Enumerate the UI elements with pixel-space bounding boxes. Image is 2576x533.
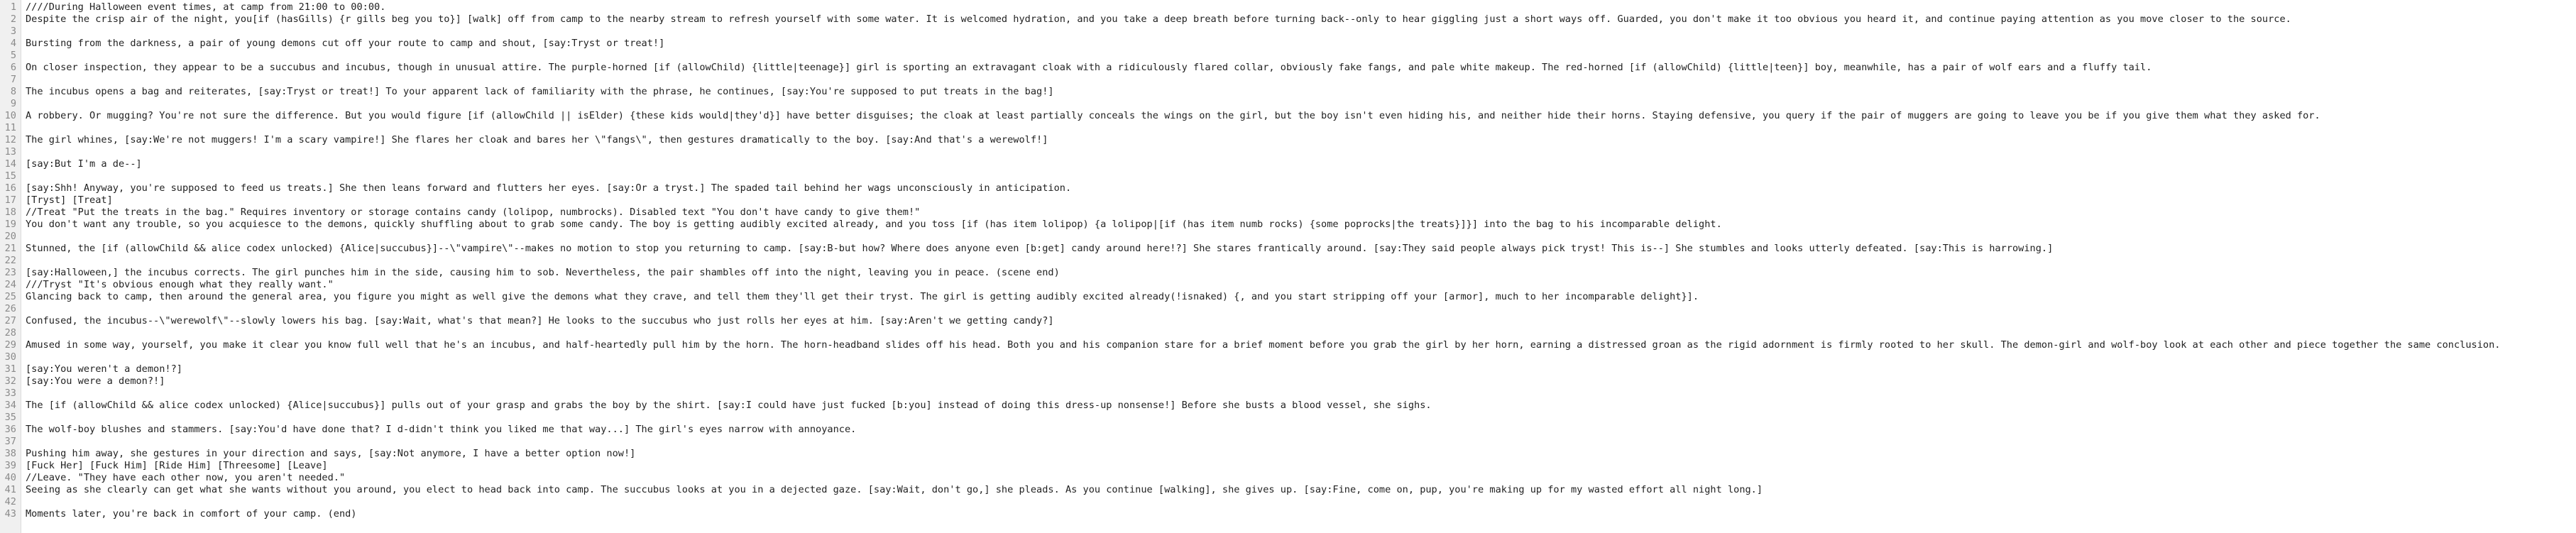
code-line[interactable]: Glancing back to camp, then around the general area, you figure you might as well give the demons what they crave, and tell them they'll get their tryst. The girl is getting audibly excited already(!isnaked) {, and you start stripping off your [armor], much to her incomparable delight}]. <box>26 291 1699 302</box>
line-number: 5 <box>10 50 16 61</box>
line-number: 20 <box>4 231 16 242</box>
code-line[interactable] <box>26 98 2576 110</box>
line-number: 24 <box>4 279 16 290</box>
line-number: 40 <box>4 472 16 483</box>
code-line[interactable] <box>26 436 2576 448</box>
code-line[interactable] <box>26 50 2576 62</box>
code-line[interactable]: [say:You weren't a demon!?] <box>26 363 182 375</box>
code-line[interactable] <box>26 496 2576 508</box>
code-line[interactable]: ////During Halloween event times, at camp from 21:00 to 00:00. <box>26 1 386 13</box>
code-line[interactable] <box>26 74 2576 86</box>
line-number: 12 <box>4 134 16 145</box>
line-number: 39 <box>4 460 16 471</box>
code-line[interactable]: Moments later, you're back in comfort of your camp. (end) <box>26 508 357 520</box>
line-number: 23 <box>4 267 16 278</box>
code-line[interactable]: Bursting from the darkness, a pair of young demons cut off your route to camp and shout, [say:Tryst or treat!] <box>26 38 665 49</box>
code-line[interactable]: On closer inspection, they appear to be a succubus and incubus, though in unusual attire. The purple-horned [if (allowChild) {little|teenage}] girl is sporting an extravagant cloak with a ridiculously flared collar, obviously fake fangs, and pale white makeup. The red-horned [if (allowChild) {little|teen}] boy, meanwhile, has a pair of wolf ears and a fluffy tail. <box>26 62 2152 73</box>
line-number: 34 <box>4 400 16 411</box>
code-line[interactable]: Pushing him away, she gestures in your direction and says, [say:Not anymore, I have a better option now!] <box>26 448 636 459</box>
code-line[interactable] <box>26 388 2576 400</box>
code-area[interactable] <box>21 0 2576 533</box>
code-line[interactable] <box>26 412 2576 424</box>
line-number: 1 <box>10 1 16 13</box>
line-number: 35 <box>4 412 16 423</box>
code-line[interactable]: //Leave. "They have each other now, you aren't needed." <box>26 472 346 483</box>
line-number: 18 <box>4 207 16 218</box>
line-number: 42 <box>4 496 16 507</box>
code-line[interactable] <box>26 26 2576 38</box>
code-line[interactable] <box>26 327 2576 339</box>
code-line[interactable]: //Treat "Put the treats in the bag." Requires inventory or storage contains candy (lolipop, numbrocks). Disabled text "You don't have candy to give them!" <box>26 207 921 218</box>
code-line[interactable]: You don't want any trouble, so you acquiesce to the demons, quickly shuffling about to grab some candy. The boy is getting audibly excited already, and you toss [if (has item lolipop) {a lolipop|[if (has item numb rocks) {some poprocks|the treats}]}] into the bag to his incomparable delight. <box>26 219 1722 230</box>
code-line[interactable]: The incubus opens a bag and reiterates, [say:Tryst or treat!] To your apparent lack of familiarity with the phrase, he continues, [say:You're supposed to put treats in the bag!] <box>26 86 1054 97</box>
code-line[interactable] <box>26 146 2576 158</box>
line-number: 30 <box>4 351 16 363</box>
line-number: 33 <box>4 388 16 399</box>
line-number: 28 <box>4 327 16 339</box>
code-line[interactable]: [Tryst] [Treat] <box>26 194 113 206</box>
line-number: 41 <box>4 484 16 495</box>
code-line[interactable]: Confused, the incubus--\"werewolf\"--slowly lowers his bag. [say:Wait, what's that mean?] He looks to the succubus who just rolls her eyes at him. [say:Aren't we getting candy?] <box>26 315 1054 326</box>
code-line[interactable]: The [if (allowChild && alice codex unlocked) {Alice|succubus}] pulls out of your grasp and grabs the boy by the shirt. [say:I could have just fucked [b:you] instead of doing this dress-up nonsense!] Before she busts a blood vessel, she sighs. <box>26 400 1432 411</box>
code-line[interactable]: [say:But I'm a de--] <box>26 158 142 170</box>
line-number: 11 <box>4 122 16 133</box>
code-line[interactable]: [say:Halloween,] the incubus corrects. The girl punches him in the side, causing him to sob. Nevertheless, the pair shambles off into the night, leaving you in peace. (scene end) <box>26 267 1060 278</box>
line-number: 16 <box>4 182 16 194</box>
line-number-gutter <box>0 0 21 533</box>
line-number: 4 <box>10 38 16 49</box>
line-number: 14 <box>4 158 16 170</box>
code-line[interactable]: Stunned, the [if (allowChild && alice codex unlocked) {Alice|succubus}]--\"vampire\"--makes no motion to stop you returning to camp. [say:B-but how? Where does anyone even [b:get] candy around here!?] She stares frantically around. [say:They said people always pick tryst! This is--] She stumbles and looks utterly defeated. [say:This is harrowing.] <box>26 243 2054 254</box>
code-line[interactable] <box>26 255 2576 267</box>
line-number: 31 <box>4 363 16 375</box>
line-number: 9 <box>10 98 16 109</box>
code-line[interactable]: The girl whines, [say:We're not muggers! I'm a scary vampire!] She flares her cloak and bares her \"fangs\", then gestures dramatically to the boy. [say:And that's a werewolf!] <box>26 134 1048 145</box>
code-line[interactable]: Seeing as she clearly can get what she wants without you around, you elect to head back into camp. The succubus looks at you in a dejected gaze. [say:Wait, don't go,] she pleads. As you continue [walking], she gives up. [say:Fine, come on, pup, you're making up for my wasted effort all night long.] <box>26 484 1763 495</box>
line-number: 7 <box>10 74 16 85</box>
line-number: 10 <box>4 110 16 121</box>
code-line[interactable]: A robbery. Or mugging? You're not sure the difference. But you would figure [if (allowChild || isElder) {these kids would|they'd}] have better disguises; the cloak at least partially conceals the wings on the girl, but the boy isn't even hiding his, and neither hide their horns. Staying defensive, you query if the pair of muggers are going to leave you be if you give them what they asked for. <box>26 110 2320 121</box>
line-number: 2 <box>10 13 16 25</box>
line-number: 29 <box>4 339 16 351</box>
code-line[interactable] <box>26 351 2576 363</box>
code-line[interactable]: [say:Shh! Anyway, you're supposed to feed us treats.] She then leans forward and flutters her eyes. [say:Or a tryst.] The spaded tail behind her wags unconsciously in anticipation. <box>26 182 1072 194</box>
line-number: 13 <box>4 146 16 158</box>
line-number: 26 <box>4 303 16 314</box>
code-line[interactable] <box>26 170 2576 182</box>
line-number: 8 <box>10 86 16 97</box>
code-line[interactable]: Amused in some way, yourself, you make it clear you know full well that he's an incubus, and half-heartedly pull him by the horn. The horn-headband slides off his head. Both you and his companion stare for a brief moment before you grab the girl by her horn, earning a distressed groan as the rigid adornment is firmly rooted to her skull. The demon-girl and wolf-boy look at each other and piece together the same conclusion. <box>26 339 2501 351</box>
line-number: 6 <box>10 62 16 73</box>
code-line[interactable]: [Fuck Her] [Fuck Him] [Ride Him] [Threesome] [Leave] <box>26 460 328 471</box>
line-number: 17 <box>4 194 16 206</box>
line-number: 21 <box>4 243 16 254</box>
line-number: 22 <box>4 255 16 266</box>
code-line[interactable] <box>26 303 2576 315</box>
line-number: 15 <box>4 170 16 182</box>
line-number: 27 <box>4 315 16 326</box>
code-line[interactable] <box>26 231 2576 243</box>
line-number: 25 <box>4 291 16 302</box>
line-number: 19 <box>4 219 16 230</box>
line-number: 3 <box>10 26 16 37</box>
code-line[interactable]: [say:You were a demon?!] <box>26 375 165 387</box>
line-number: 36 <box>4 424 16 435</box>
code-line[interactable]: The wolf-boy blushes and stammers. [say:You'd have done that? I d-didn't think you liked me that way...] The girl's eyes narrow with annoyance. <box>26 424 857 435</box>
code-line[interactable] <box>26 122 2576 134</box>
line-number: 37 <box>4 436 16 447</box>
line-number: 43 <box>4 508 16 520</box>
line-number: 32 <box>4 375 16 387</box>
line-number: 38 <box>4 448 16 459</box>
code-line[interactable]: ///Tryst "It's obvious enough what they really want." <box>26 279 334 290</box>
code-line[interactable]: Despite the crisp air of the night, you[if (hasGills) {r gills beg you to}] [walk] off from camp to the nearby stream to refresh yourself with some water. It is welcomed hydration, and you take a deep breath before turning back--only to hear giggling just a short ways off. Guarded, you don't make it too obvious you heard it, and continue paying attention as you move closer to the source. <box>26 13 2291 25</box>
